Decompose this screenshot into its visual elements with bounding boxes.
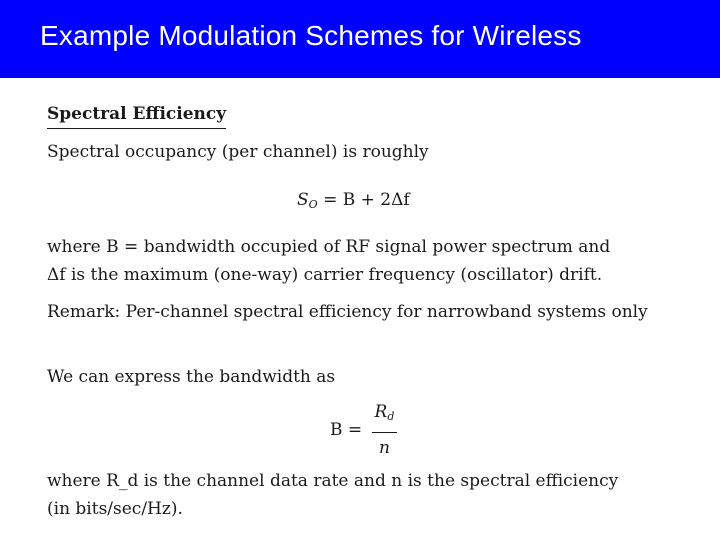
- title-bar: [0, 0, 720, 78]
- eq1-rhs: = B + 2Δf: [323, 190, 410, 210]
- paragraph-where-rd-line1: where R_d is the channel data rate and n is the spectral efficiency: [47, 471, 619, 491]
- section-heading: Spectral Efficiency: [47, 102, 226, 129]
- eq2-numerator-sub: d: [387, 410, 395, 423]
- eq1-lhs: S: [297, 190, 309, 210]
- paragraph-occupancy: Spectral occupancy (per channel) is roughly: [47, 142, 429, 162]
- slide-title: Example Modulation Schemes for Wireless: [40, 20, 582, 51]
- eq2-fraction: [372, 400, 398, 460]
- eq2-lhs: B =: [330, 420, 363, 440]
- paragraph-where-b-line1: where B = bandwidth occupied of RF signal power spectrum and: [47, 237, 611, 257]
- eq2-numerator: R: [374, 402, 388, 422]
- paragraph-where-b-line2: Δf is the maximum (one-way) carrier frequency (oscillator) drift.: [47, 265, 603, 285]
- equation-spectral-occupancy: [297, 188, 410, 217]
- eq2-denominator: n: [379, 438, 390, 458]
- eq1-lhs-sub: O: [308, 198, 318, 211]
- paragraph-remark: Remark: Per-channel spectral efficiency for narrowband systems only: [47, 302, 648, 322]
- equation-bandwidth: [330, 400, 397, 460]
- paragraph-express-bandwidth: We can express the bandwidth as: [47, 367, 336, 387]
- paragraph-where-rd-line2: (in bits/sec/Hz).: [47, 499, 183, 519]
